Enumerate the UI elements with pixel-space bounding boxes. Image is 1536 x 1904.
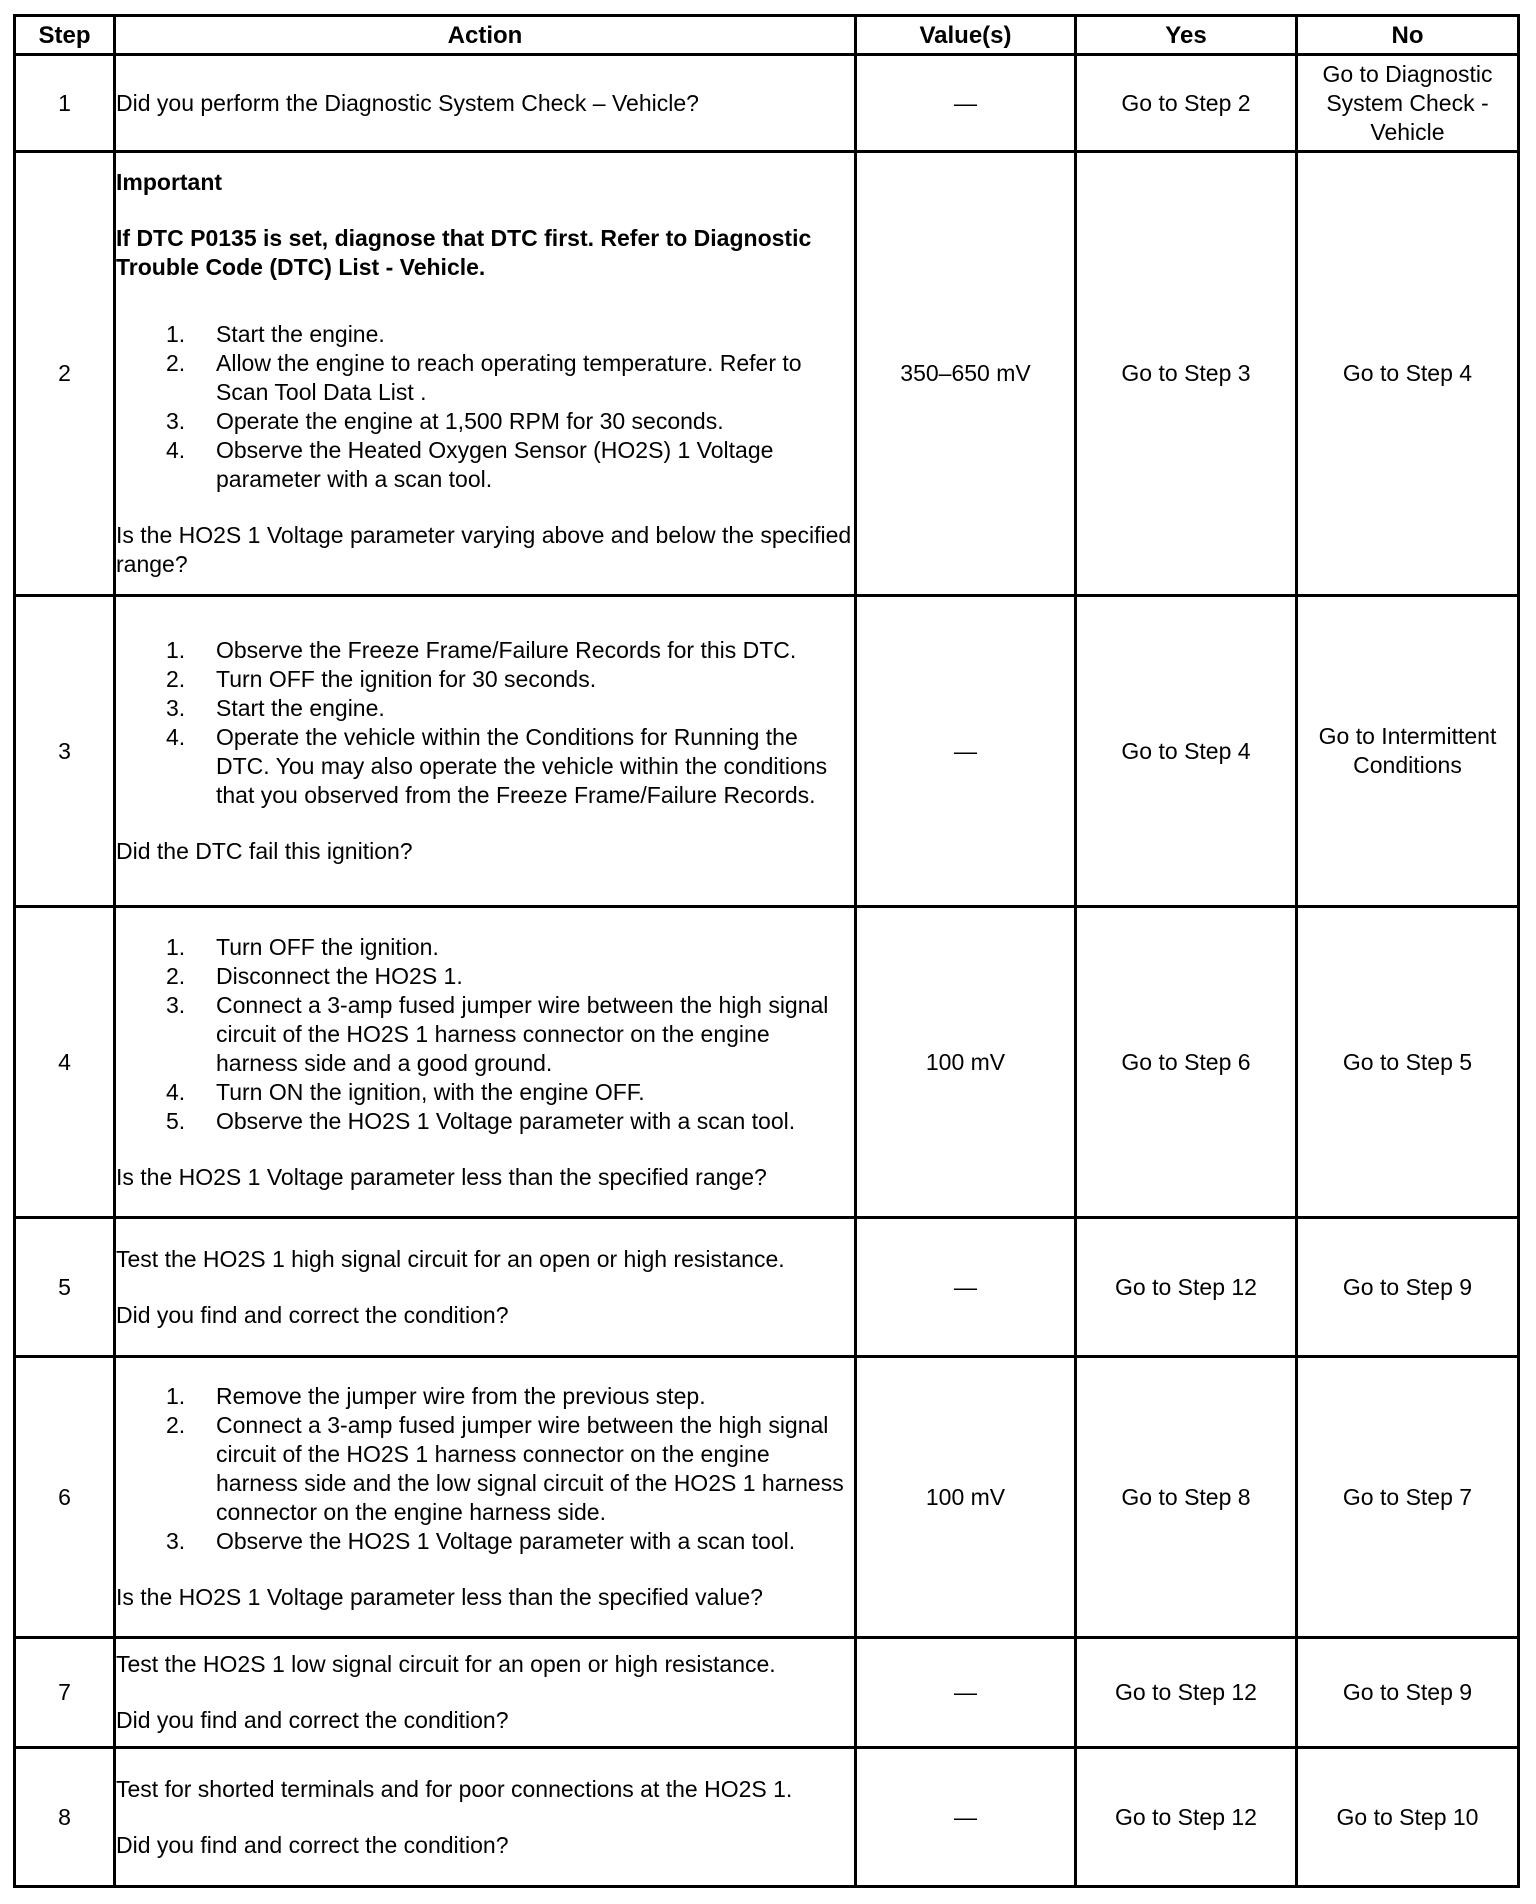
important-label: Important [116,169,223,195]
important-note: If DTC P0135 is set, diagnose that DTC first. Refer to Diagnostic Trouble Code (DTC) List - Vehicle. [116,225,812,280]
step-number: 4 [15,907,115,1218]
list-item: 1. Turn OFF the ignition. [166,933,439,960]
header-step: Step [15,16,115,55]
header-action: Action [115,16,856,55]
header-values: Value(s) [856,16,1076,55]
no-outcome: Go to Diagnostic System Check - Vehicle [1297,55,1519,152]
header-row [15,16,1519,55]
question-text: Is the HO2S 1 Voltage parameter less than the specified range? [116,1163,767,1190]
diagnostic-table [13,14,1520,1888]
procedure-list [116,636,854,810]
list-item: 3. Connect a 3-amp fused jumper wire between the high signal circuit of the HO2S 1 harness connector on the engine harness side and a good ground. [166,991,829,1076]
question-text: Is the HO2S 1 Voltage parameter varying above and below the specified range? [116,522,852,577]
value-cell: — [856,55,1076,152]
value-cell: — [856,596,1076,907]
action-cell [115,1218,856,1357]
step-number: 2 [15,152,115,596]
question-text: Did you find and correct the condition? [116,1831,509,1858]
action-cell [115,152,856,596]
table-row [15,55,1519,152]
action-text: Test the HO2S 1 low signal circuit for an open or high resistance. [116,1651,776,1677]
list-item: 2. Allow the engine to reach operating temperature. Refer to Scan Tool Data List . [166,350,802,405]
action-text: Test for shorted terminals and for poor connections at the HO2S 1. [116,1775,793,1802]
action-cell [115,1638,856,1748]
step-number: 8 [15,1748,115,1887]
header-yes: Yes [1076,16,1297,55]
list-item: 2. Disconnect the HO2S 1. [166,962,463,989]
no-outcome: Go to Step 9 [1297,1218,1519,1357]
list-item: 4. Turn ON the ignition, with the engine OFF. [166,1078,645,1105]
question-text: Did the DTC fail this ignition? [116,838,413,864]
action-text: Did you perform the Diagnostic System Check – Vehicle? [116,89,699,116]
action-cell [115,1748,856,1887]
procedure-list [116,1382,854,1556]
table-row [15,1357,1519,1638]
action-cell [115,907,856,1218]
yes-outcome: Go to Step 12 [1076,1218,1297,1357]
list-item: 4. Observe the Heated Oxygen Sensor (HO2S) 1 Voltage parameter with a scan tool. [166,437,774,492]
question-text: Did you find and correct the condition? [116,1301,509,1328]
list-item: 2. Connect a 3-amp fused jumper wire between the high signal circuit of the HO2S 1 harness connector on the engine harness side and the low signal circuit of the HO2S 1 harness connector on the engine harness side. [166,1412,844,1525]
no-outcome: Go to Step 9 [1297,1638,1519,1748]
value-cell: — [856,1638,1076,1748]
value-cell: — [856,1218,1076,1357]
yes-outcome: Go to Step 12 [1076,1638,1297,1748]
table-row [15,1638,1519,1748]
list-item: 5. Observe the HO2S 1 Voltage parameter with a scan tool. [166,1107,796,1134]
no-outcome: Go to Intermittent Conditions [1297,596,1519,907]
step-number: 6 [15,1357,115,1638]
list-item: 3. Start the engine. [166,695,385,721]
list-item: 4. Operate the vehicle within the Conditions for Running the DTC. You may also operate the vehicle within the conditions that you observed from the Freeze Frame/Failure Records. [166,724,828,808]
action-cell [115,1357,856,1638]
action-text: Test the HO2S 1 high signal circuit for an open or high resistance. [116,1245,785,1272]
list-item: 2. Turn OFF the ignition for 30 seconds. [166,666,597,692]
action-cell [115,55,856,152]
yes-outcome: Go to Step 12 [1076,1748,1297,1887]
question-text: Is the HO2S 1 Voltage parameter less than the specified value? [116,1584,763,1610]
yes-outcome: Go to Step 8 [1076,1357,1297,1638]
step-number: 5 [15,1218,115,1357]
no-outcome: Go to Step 5 [1297,907,1519,1218]
procedure-list [116,320,854,494]
table-row [15,907,1519,1218]
no-outcome: Go to Step 7 [1297,1357,1519,1638]
table-row [15,1748,1519,1887]
header-no: No [1297,16,1519,55]
no-outcome: Go to Step 4 [1297,152,1519,596]
yes-outcome: Go to Step 6 [1076,907,1297,1218]
list-item: 1. Observe the Freeze Frame/Failure Records for this DTC. [166,637,797,663]
step-number: 3 [15,596,115,907]
action-cell [115,596,856,907]
value-cell: — [856,1748,1076,1887]
yes-outcome: Go to Step 2 [1076,55,1297,152]
question-text: Did you find and correct the condition? [116,1707,509,1733]
yes-outcome: Go to Step 4 [1076,596,1297,907]
list-item: 3. Operate the engine at 1,500 RPM for 30 seconds. [166,408,724,434]
no-outcome: Go to Step 10 [1297,1748,1519,1887]
list-item: 1. Remove the jumper wire from the previous step. [166,1383,706,1409]
value-cell: 100 mV [856,1357,1076,1638]
step-number: 1 [15,55,115,152]
table-row [15,1218,1519,1357]
value-cell: 350–650 mV [856,152,1076,596]
step-number: 7 [15,1638,115,1748]
yes-outcome: Go to Step 3 [1076,152,1297,596]
table-row [15,152,1519,596]
value-cell: 100 mV [856,907,1076,1218]
list-item: 1. Start the engine. [166,321,385,347]
table-row [15,596,1519,907]
list-item: 3. Observe the HO2S 1 Voltage parameter with a scan tool. [166,1528,796,1554]
procedure-list [116,933,854,1136]
